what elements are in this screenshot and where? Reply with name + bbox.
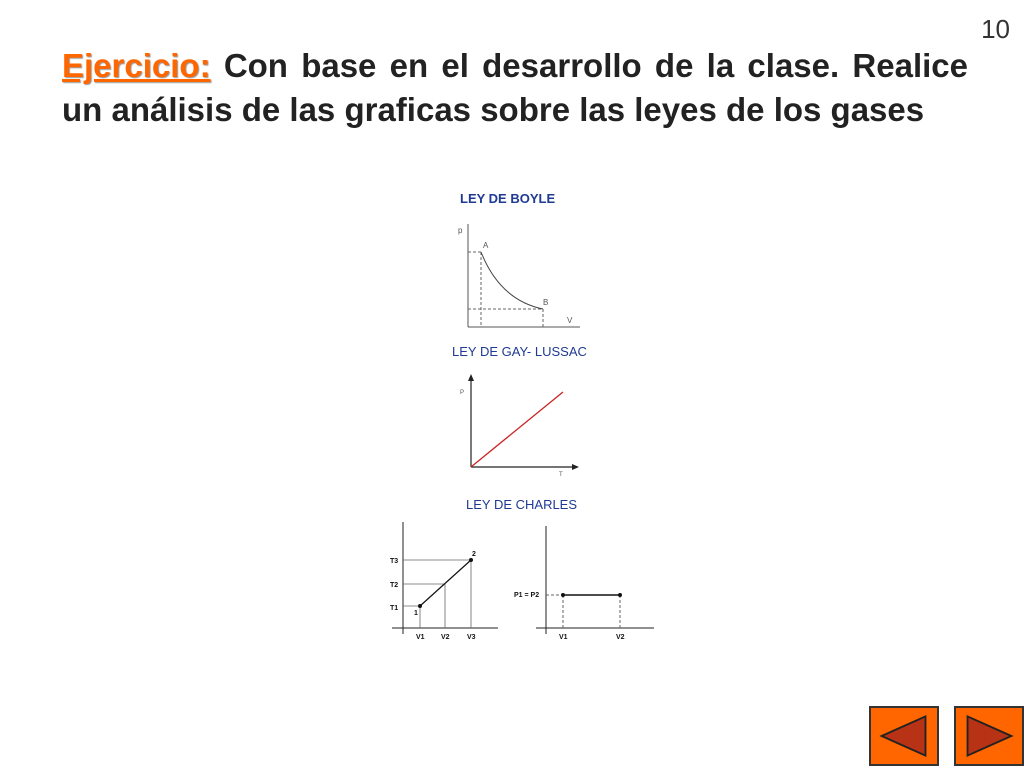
triangle-right-icon (956, 708, 1022, 764)
slide-number: 10 (981, 14, 1010, 44)
charles-right-pressure-label: P1 = P2 (514, 592, 540, 599)
exercise-instructions (62, 44, 968, 132)
boyle-curve (481, 252, 543, 309)
boyle-point-a-label: A (483, 241, 489, 250)
boyle-point-b-label: B (543, 298, 549, 307)
charles-left-t1-label: T1 (390, 605, 399, 612)
gay-lussac-graph (455, 376, 580, 478)
gay-lussac-y-label: P (460, 390, 465, 396)
charles-left-point-1 (418, 604, 422, 608)
charles-left-point-2-label: 2 (472, 551, 476, 558)
exercise-text: Con base en el desarrollo de la clase. Realice un análisis de las graficas sobre las leyes de los gases (62, 47, 968, 128)
gay-lussac-x-label: T (559, 472, 563, 478)
charles-left-t2-label: T2 (390, 582, 399, 589)
charles-right-v1-label: V1 (559, 634, 568, 641)
boyle-graph-title: LEY DE BOYLE (460, 191, 556, 206)
charles-right-point-1 (561, 593, 565, 597)
charles-left-v2-label: V2 (441, 634, 450, 641)
charles-graph-left (386, 522, 511, 644)
boyle-x-label: V (567, 316, 573, 325)
gay-lussac-y-arrow (468, 374, 474, 381)
boyle-graph (450, 222, 590, 330)
charles-graph-title: LEY DE CHARLES (466, 497, 578, 512)
next-slide-button[interactable] (954, 706, 1024, 766)
charles-left-v1-label: V1 (416, 634, 425, 641)
gay-lussac-graph-title: LEY DE GAY- LUSSAC (452, 344, 587, 359)
charles-left-point-1-label: 1 (414, 610, 418, 617)
gay-lussac-line (471, 392, 563, 467)
previous-slide-button[interactable] (869, 706, 939, 766)
boyle-y-label: p (458, 226, 463, 235)
charles-graph-right (506, 522, 661, 644)
charles-left-point-2 (469, 558, 473, 562)
exercise-label: Ejercicio: (62, 47, 211, 84)
gay-lussac-x-arrow (572, 464, 579, 470)
triangle-left-icon (871, 708, 937, 764)
charles-right-point-2 (618, 593, 622, 597)
charles-left-t3-label: T3 (390, 558, 399, 565)
charles-right-v2-label: V2 (616, 634, 625, 641)
charles-left-v3-label: V3 (467, 634, 476, 641)
charles-left-process-line (420, 560, 471, 606)
